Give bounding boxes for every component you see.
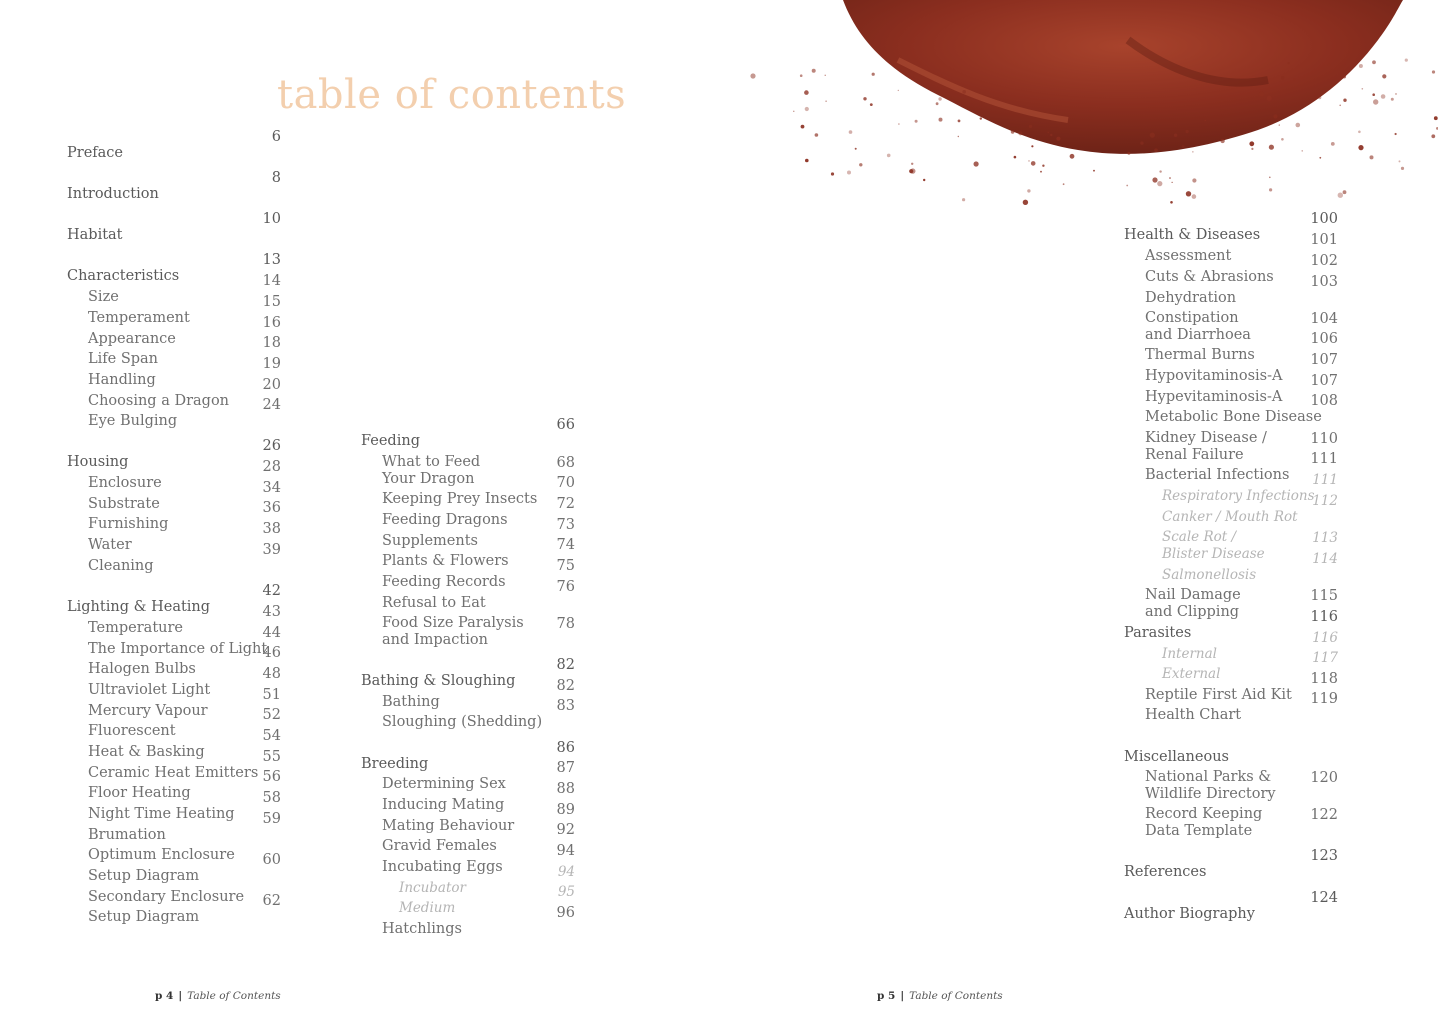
toc-entry-page: 87 [556,759,575,776]
toc-entry-label: Mating Behaviour [382,818,515,834]
toc-entry-label: Fluorescent [88,723,176,739]
toc-entry-page: 106 [1310,330,1338,347]
toc-entry-label: Hypevitaminosis-A [1145,389,1283,405]
toc-entry-label: Halogen Bulbs [88,661,196,677]
toc-entry-label: Inducing Mating [382,797,505,813]
toc-entry-page: 75 [556,557,575,574]
toc-entry-page: 48 [262,665,281,682]
toc-entry-label: Night Time Heating [88,806,235,822]
toc-entry-label: Substrate [88,496,160,512]
toc-entry-page: 107 [1310,351,1338,368]
toc-entry-label: Bathing & Sloughing [361,673,516,689]
toc-entry-label: What to Feed [382,454,481,470]
toc-entry-page: 72 [556,495,575,512]
toc-entry-label: Bacterial Infections [1145,467,1290,483]
toc-entry-label: Temperament [88,310,190,326]
toc-entry-page: 20 [262,376,281,393]
toc-entry-page: 70 [556,474,575,491]
toc-title: table of contents [277,72,627,118]
toc-entry-label: Canker / Mouth Rot [1162,509,1298,525]
toc-entry-page: 13 [262,251,281,268]
toc-entry-page: 118 [1310,670,1338,687]
toc-entry-label: Eye Bulging [88,413,178,429]
toc-entry-page: 104 [1310,310,1338,327]
toc-entry-label: Renal Failure [1145,447,1244,463]
toc-entry-label: Setup Diagram [88,868,200,884]
toc-entry-page: 46 [262,644,281,661]
toc-entry-label: Floor Heating [88,785,191,801]
toc-entry-page: 122 [1310,806,1338,823]
toc-entry-label: Author Biography [1124,906,1255,922]
toc-entry-label: Optimum Enclosure [88,847,235,863]
footer-page-number: p 5 [877,990,896,1002]
toc-entry-page: 60 [262,851,281,868]
toc-entry-label: Miscellaneous [1124,749,1229,765]
toc-entry-label: Health Chart [1145,707,1242,723]
toc-entry-label: Nail Damage [1145,587,1241,603]
toc-entry-page: 114 [1312,550,1338,567]
toc-entry-label: Scale Rot / [1162,529,1237,545]
toc-entry-page: 112 [1312,492,1338,509]
toc-entry-page: 82 [556,656,575,673]
toc-entry-label: Incubator [399,880,466,896]
toc-entry-page: 94 [557,863,575,880]
toc-entry-page: 111 [1310,450,1338,467]
footer-section: Table of Contents [909,990,1003,1002]
toc-entry-label: Blister Disease [1162,546,1265,562]
toc-entry-page: 95 [557,883,575,900]
toc-entry-page: 16 [262,314,281,331]
toc-entry-page: 18 [262,334,281,351]
toc-entry-page: 51 [262,686,281,703]
toc-entry-label: Size [88,289,119,305]
toc-entry-label: Ultraviolet Light [88,682,211,698]
toc-entry-label: Water [88,537,132,553]
toc-entry-page: 110 [1310,430,1338,447]
toc-entry-page: 123 [1310,847,1338,864]
toc-entry-label: Plants & Flowers [382,553,509,569]
toc-entry-label: Health & Diseases [1124,227,1261,243]
footer-section: Table of Contents [187,990,281,1002]
toc-entry-page: 58 [262,789,281,806]
toc-entry-label: Characteristics [67,268,180,284]
toc-entry-label: Life Span [88,351,159,367]
toc-entry-label: Feeding Records [382,574,506,590]
toc-entry-label: Feeding [361,433,420,449]
toc-entry-label: Feeding Dragons [382,512,508,528]
toc-entry-label: Lighting & Heating [67,599,211,615]
toc-entry-page: 116 [1312,629,1338,646]
toc-entry-label: Introduction [67,186,159,202]
toc-entry-label: Bathing [382,694,440,710]
toc-entry-label: Medium [399,900,456,916]
toc-entry-page: 111 [1312,471,1338,488]
toc-entry-page: 83 [556,697,575,714]
toc-entry-label: Brumation [88,827,166,843]
toc-entry-label: Cleaning [88,558,154,574]
toc-entry-label: Assessment [1145,248,1232,264]
toc-entry-page: 56 [262,768,281,785]
toc-entry-label: Cuts & Abrasions [1145,269,1274,285]
toc-entry-page: 89 [556,801,575,818]
toc-entry-label: Mercury Vapour [88,703,208,719]
toc-entry-page: 116 [1310,608,1338,625]
toc-entry-label: Gravid Females [382,838,497,854]
toc-entry-label: Internal [1162,646,1217,662]
toc-entry-label: Determining Sex [382,776,506,792]
toc-entry-label: Hatchlings [382,921,462,937]
toc-entry-page: 74 [556,536,575,553]
toc-entry-page: 34 [262,479,281,496]
toc-entry-label: Keeping Prey Insects [382,491,538,507]
toc-entry-page: 8 [271,169,281,186]
toc-entry-page: 19 [262,355,281,372]
toc-entry-label: Constipation [1145,310,1239,326]
toc-entry-page: 73 [556,516,575,533]
toc-entry-page: 59 [262,810,281,827]
toc-entry-label: Secondary Enclosure [88,889,245,905]
toc-entry-label: Reptile First Aid Kit [1145,687,1292,703]
toc-entry-label: Hypovitaminosis-A [1145,368,1283,384]
toc-entry-page: 52 [262,706,281,723]
toc-entry-page: 115 [1310,587,1338,604]
toc-entry-label: Handling [88,372,156,388]
toc-entry-page: 113 [1312,529,1338,546]
toc-entry-page: 107 [1310,372,1338,389]
toc-entry-label: The Importance of Light [88,641,268,657]
toc-entry-page: 55 [262,748,281,765]
toc-entry-page: 36 [262,499,281,516]
toc-entry-label: Metabolic Bone Disease [1145,409,1322,425]
toc-entry-label: Ceramic Heat Emitters [88,765,259,781]
toc-entry-label: Enclosure [88,475,162,491]
toc-entry-label: Your Dragon [382,471,475,487]
toc-entry-page: 76 [556,578,575,595]
toc-entry-page: 102 [1310,252,1338,269]
toc-entry-label: Breeding [361,756,429,772]
toc-entry-label: Setup Diagram [88,909,200,925]
toc-entry-label: National Parks & [1145,769,1272,785]
toc-entry-label: Data Template [1145,823,1253,839]
toc-entry-page: 38 [262,520,281,537]
toc-entry-page: 82 [556,677,575,694]
toc-entry-label: Supplements [382,533,478,549]
toc-entry-page: 39 [262,541,281,558]
toc-entry-label: Temperature [88,620,183,636]
toc-column-left [67,0,281,960]
toc-entry-label: Heat & Basking [88,744,205,760]
footer-right: p 5 | Table of Contents [877,990,1003,1002]
toc-entry-page: 14 [262,272,281,289]
toc-entry-page: 26 [262,437,281,454]
toc-entry-page: 103 [1310,273,1338,290]
toc-entry-page: 88 [556,780,575,797]
toc-entry-label: Thermal Burns [1145,347,1255,363]
toc-entry-label: Furnishing [88,516,169,532]
toc-entry-label: Dehydration [1145,290,1237,306]
toc-entry-label: and Clipping [1145,604,1240,620]
toc-entry-page: 15 [262,293,281,310]
toc-entry-page: 10 [262,210,281,227]
toc-entry-page: 96 [556,904,575,921]
toc-entry-label: and Diarrhoea [1145,327,1251,343]
toc-entry-page: 42 [262,582,281,599]
toc-entry-label: Record Keeping [1145,806,1263,822]
toc-entry-page: 68 [556,454,575,471]
toc-entry-label: Habitat [67,227,123,243]
toc-entry-label: External [1162,666,1221,682]
footer-left: p 4 | Table of Contents [155,990,281,1002]
toc-entry-page: 101 [1310,231,1338,248]
toc-entry-page: 124 [1310,889,1338,906]
toc-entry-page: 86 [556,739,575,756]
toc-entry-page: 54 [262,727,281,744]
toc-entry-label: Housing [67,454,129,470]
footer-page-number: p 4 [155,990,174,1002]
toc-entry-page: 120 [1310,769,1338,786]
toc-entry-label: Incubating Eggs [382,859,503,875]
toc-entry-label: Kidney Disease / [1145,430,1267,446]
toc-column-right [1124,0,1338,960]
toc-entry-label: Respiratory Infections [1162,488,1315,504]
toc-entry-page: 6 [271,128,281,145]
toc-entry-label: Refusal to Eat [382,595,486,611]
toc-entry-page: 108 [1310,392,1338,409]
toc-entry-page: 119 [1310,690,1338,707]
toc-entry-label: Preface [67,145,123,161]
toc-entry-label: Wildlife Directory [1145,786,1276,802]
toc-entry-page: 92 [556,821,575,838]
toc-entry-page: 44 [262,624,281,641]
toc-entry-label: Parasites [1124,625,1192,641]
toc-entry-label: References [1124,864,1207,880]
toc-entry-page: 24 [262,396,281,413]
toc-entry-label: and Impaction [382,632,488,648]
toc-column-middle [361,0,575,960]
toc-entry-label: Sloughing (Shedding) [382,714,543,730]
toc-entry-page: 117 [1312,649,1338,666]
toc-entry-page: 28 [262,458,281,475]
toc-entry-page: 66 [556,416,575,433]
toc-entry-page: 78 [556,615,575,632]
toc-entry-page: 43 [262,603,281,620]
toc-entry-label: Choosing a Dragon [88,393,230,409]
toc-entry-page: 62 [262,892,281,909]
toc-entry-label: Appearance [88,331,176,347]
toc-entry-page: 94 [556,842,575,859]
toc-entry-label: Food Size Paralysis [382,615,524,631]
toc-entry-label: Salmonellosis [1162,567,1257,583]
toc-entry-page: 100 [1310,210,1338,227]
